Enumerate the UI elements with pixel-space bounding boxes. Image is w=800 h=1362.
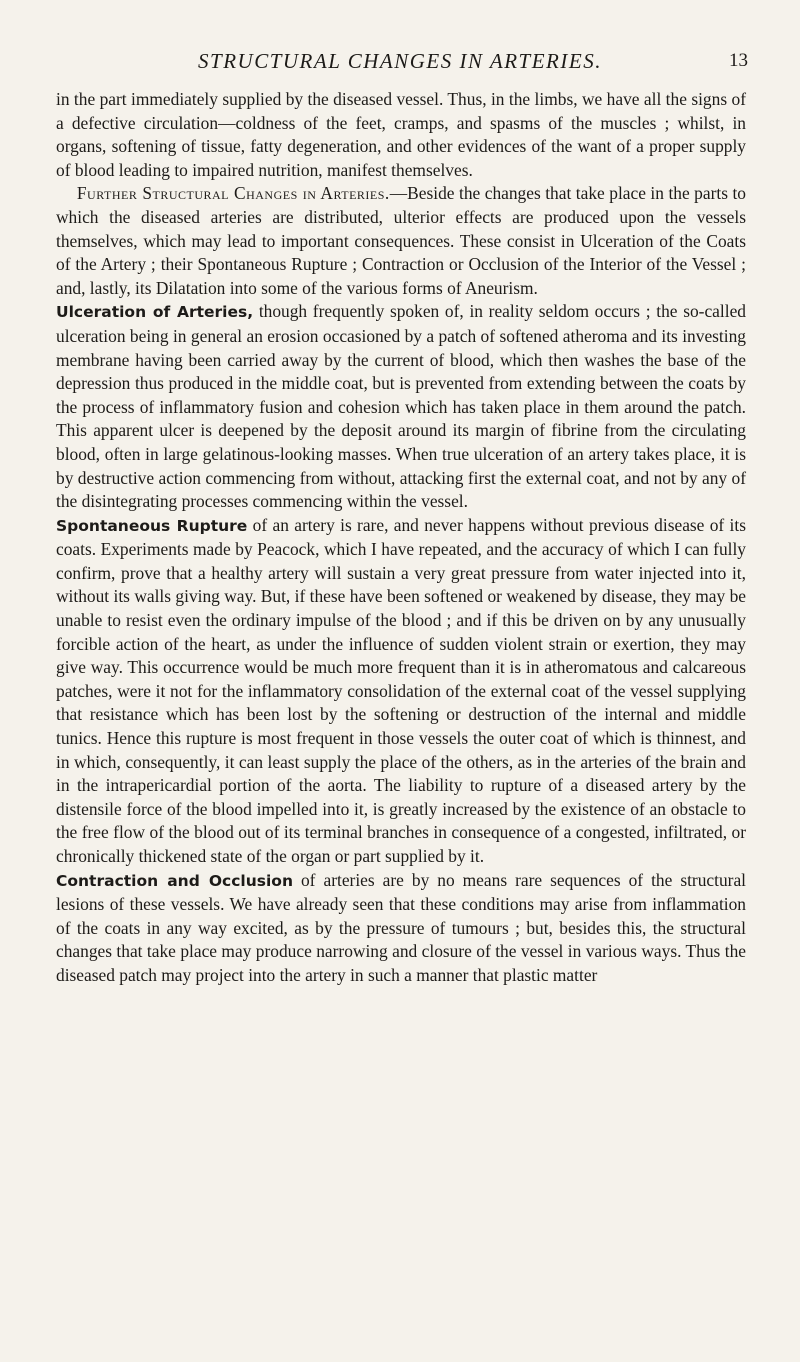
section-heading-further-structural-changes: Further Structural Changes in Arteries.: [76, 183, 390, 204]
running-title: STRUCTURAL CHANGES IN ARTERIES.: [198, 49, 602, 73]
page-number: 13: [729, 50, 748, 71]
section-heading-spontaneous-rupture: Spontaneous Rupture: [56, 516, 248, 535]
body-text: [56, 88, 746, 988]
section-heading-contraction-occlusion: Contraction and Occlusion: [56, 871, 293, 890]
paragraph-text: though frequently spoken of, in reality seldom occurs ; the so-called ulceration being in general an erosion occasioned by a patch of softened atheroma and its investing membrane having been carried away by the current of blood, which then washes the base of the depression thus produced in the middle coat, but is prevented from extending between the coats by the process of inflammatory fusion and cohesion which has taken place in them around the patch. This apparent ulcer is deepened by the deposit around its margin of fibrine from the circulating blood, often in large gelatinous-looking masses. When true ulceration of an artery takes place, it is by destructive action commencing from without, attacking first the external coat, and not by any of the disintegrating processes commencing within the vessel.: [56, 301, 746, 512]
section-heading-ulceration: Ulceration of Arteries,: [56, 303, 254, 322]
paragraph-contraction-occlusion: [56, 869, 746, 988]
paragraph-text: of arteries are by no means rare sequences of the structural lesions of these vessels. We have already seen that these conditions may arise from inflammation of the coats in any way excited, as by the pressure of tumours ; but, besides this, the structural changes that take place may produce narrowing and closure of the vessel in various ways. Thus the diseased patch may project into the artery in such a manner that plastic matter: [56, 869, 747, 985]
paragraph-text: of an artery is rare, and never happens without previous disease of its coats. Experiments made by Peacock, which I have repeated, and the accuracy of which I can fully confirm, prove that a healthy artery will sustain a very great pressure from water injected into it, without its walls giving way. But, if these have been softened or weakened by disease, they may be unable to resist even the ordinary impulse of the blood ; and if this be driven on by any unusually forcible action of the heart, as under the influence of sudden violent strain or exertion, they may give way. This occurrence would be much more frequent than it is in atheromatous and calcareous patches, were it not for the inflammatory consolidation of the external coat of the vessel supplying that resistance which has been lost by the softening or destruction of the internal and middle tunics. Hence this rupture is most frequent in those vessels the outer coat of which is thinnest, and in which, consequently, it can least supply the place of the others, as in the arteries of the brain and in the intrapericardial portion of the aorta. The liability to rupture of a diseased artery by the distensile force of the blood impelled into it, is greatly increased by the existence of an obstacle to the free flow of the blood out of its terminal branches in consequence of a congested, infiltrated, or chronically thickened state of the organ or part supplied by it.: [56, 514, 746, 866]
paragraph-ulceration: [56, 300, 746, 513]
paragraph-text: in the part immediately supplied by the diseased vessel. Thus, in the limbs, we have all the signs of a defective circulation—coldness of the feet, cramps, and spasms of the muscles ; whilst, in organs, softening of tissue, fatty degeneration, and other evidences of the want of a proper supply of blood leading to impaired nutrition, manifest themselves.: [56, 89, 746, 180]
paragraph-spontaneous-rupture: [56, 514, 746, 869]
paragraph-text: —Beside the changes that take place in the parts to which the diseased arteries are distributed, ulterior effects are produced upon the vessels themselves, which may lead to important consequences. These consist in Ulceration of the Coats of the Artery ; their Spontaneous Rupture ; Contraction or Occlusion of the Interior of the Vessel ; and, lastly, its Dilatation into some of the various forms of Aneurism.: [56, 183, 746, 298]
running-head: [60, 46, 748, 76]
paragraph-continuation: [56, 88, 746, 182]
paragraph-further-structural-changes: [56, 182, 746, 300]
